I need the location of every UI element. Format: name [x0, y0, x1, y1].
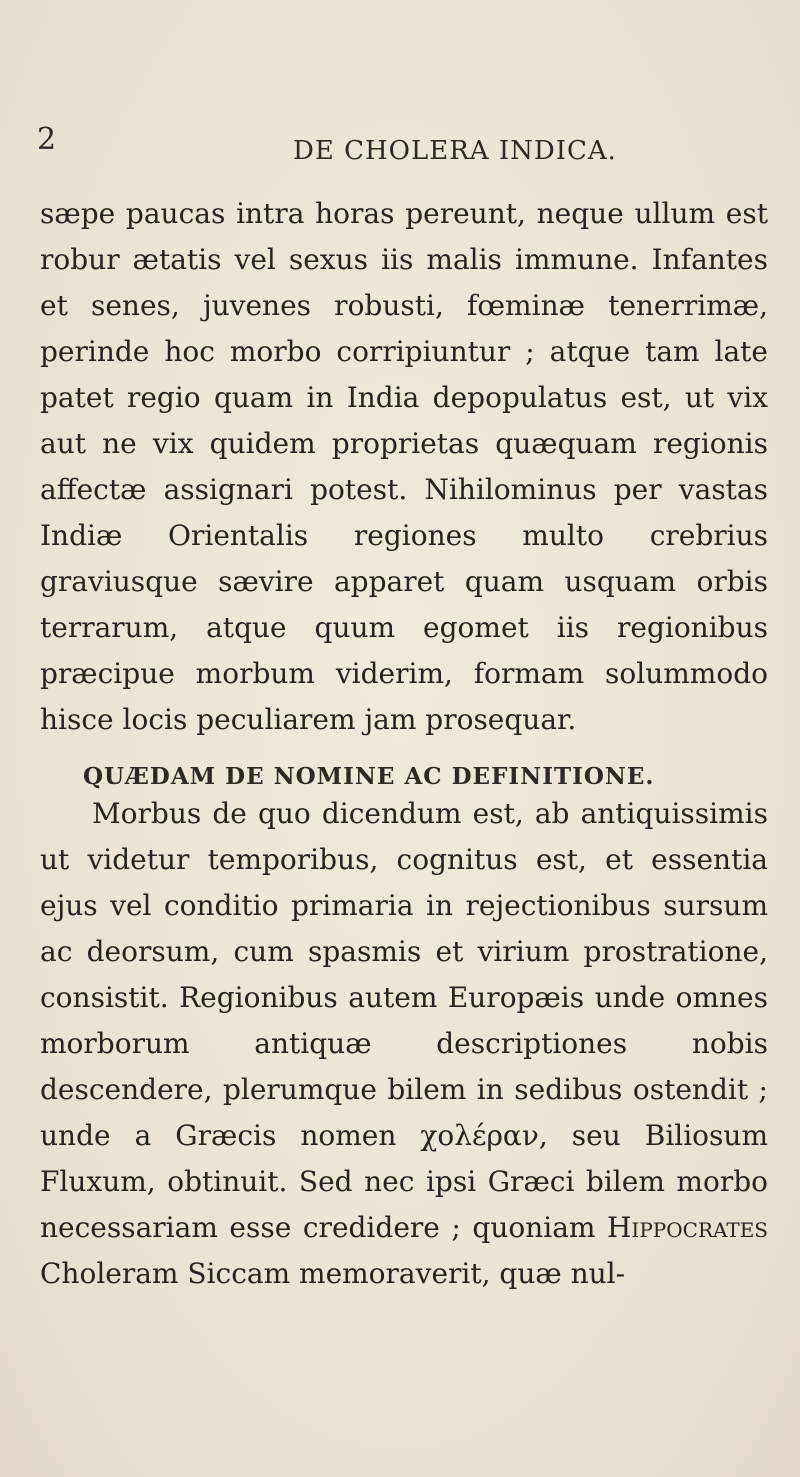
page-number: 2: [37, 122, 57, 157]
section-heading: QUÆDAM DE NOMINE AC DEFINITIONE.: [83, 763, 655, 790]
running-title: DE CHOLERA INDICA.: [293, 136, 617, 166]
paragraph-2: [40, 791, 768, 1297]
paragraph-2-text-after-name: Choleram Siccam memoraverit, quæ nul-: [40, 1257, 626, 1290]
paragraph-1: sæpe paucas intra horas pereunt, neque ullum est robur ætatis vel sexus iis malis immune. Infantes et senes, juvenes robusti, fœminæ tenerrimæ, perinde hoc morbo corripiuntur ; atque tam late patet regio quam in India depopulatus est, ut vix aut ne vix quidem proprietas quæquam regionis affectæ assignari potest. Nihilominus per vastas Indiæ Orientalis regiones multo crebrius graviusque sævire apparet quam usquam orbis terrarum, atque quum egomet iis regionibus præcipue morbum viderim, formam solummodo hisce locis peculiarem jam prosequar.: [40, 197, 768, 736]
author-name-hippocrates: Hippocrates: [607, 1211, 768, 1244]
paragraph-2-text-before-name: Morbus de quo dicendum est, ab antiquissimis ut videtur temporibus, cognitus est, et essentia ejus vel conditio primaria in rejectionibus sursum ac deorsum, cum spasmis et virium prostratione, consistit. Regionibus autem Europæis unde omnes morborum antiquæ descriptiones nobis descendere, plerumque bilem in sedibus ostendit ; unde a Græcis nomen χολέραν, seu Biliosum Fluxum, obtinuit. Sed nec ipsi Græci bilem morbo necessariam esse credidere ; quoniam: [40, 797, 768, 1244]
